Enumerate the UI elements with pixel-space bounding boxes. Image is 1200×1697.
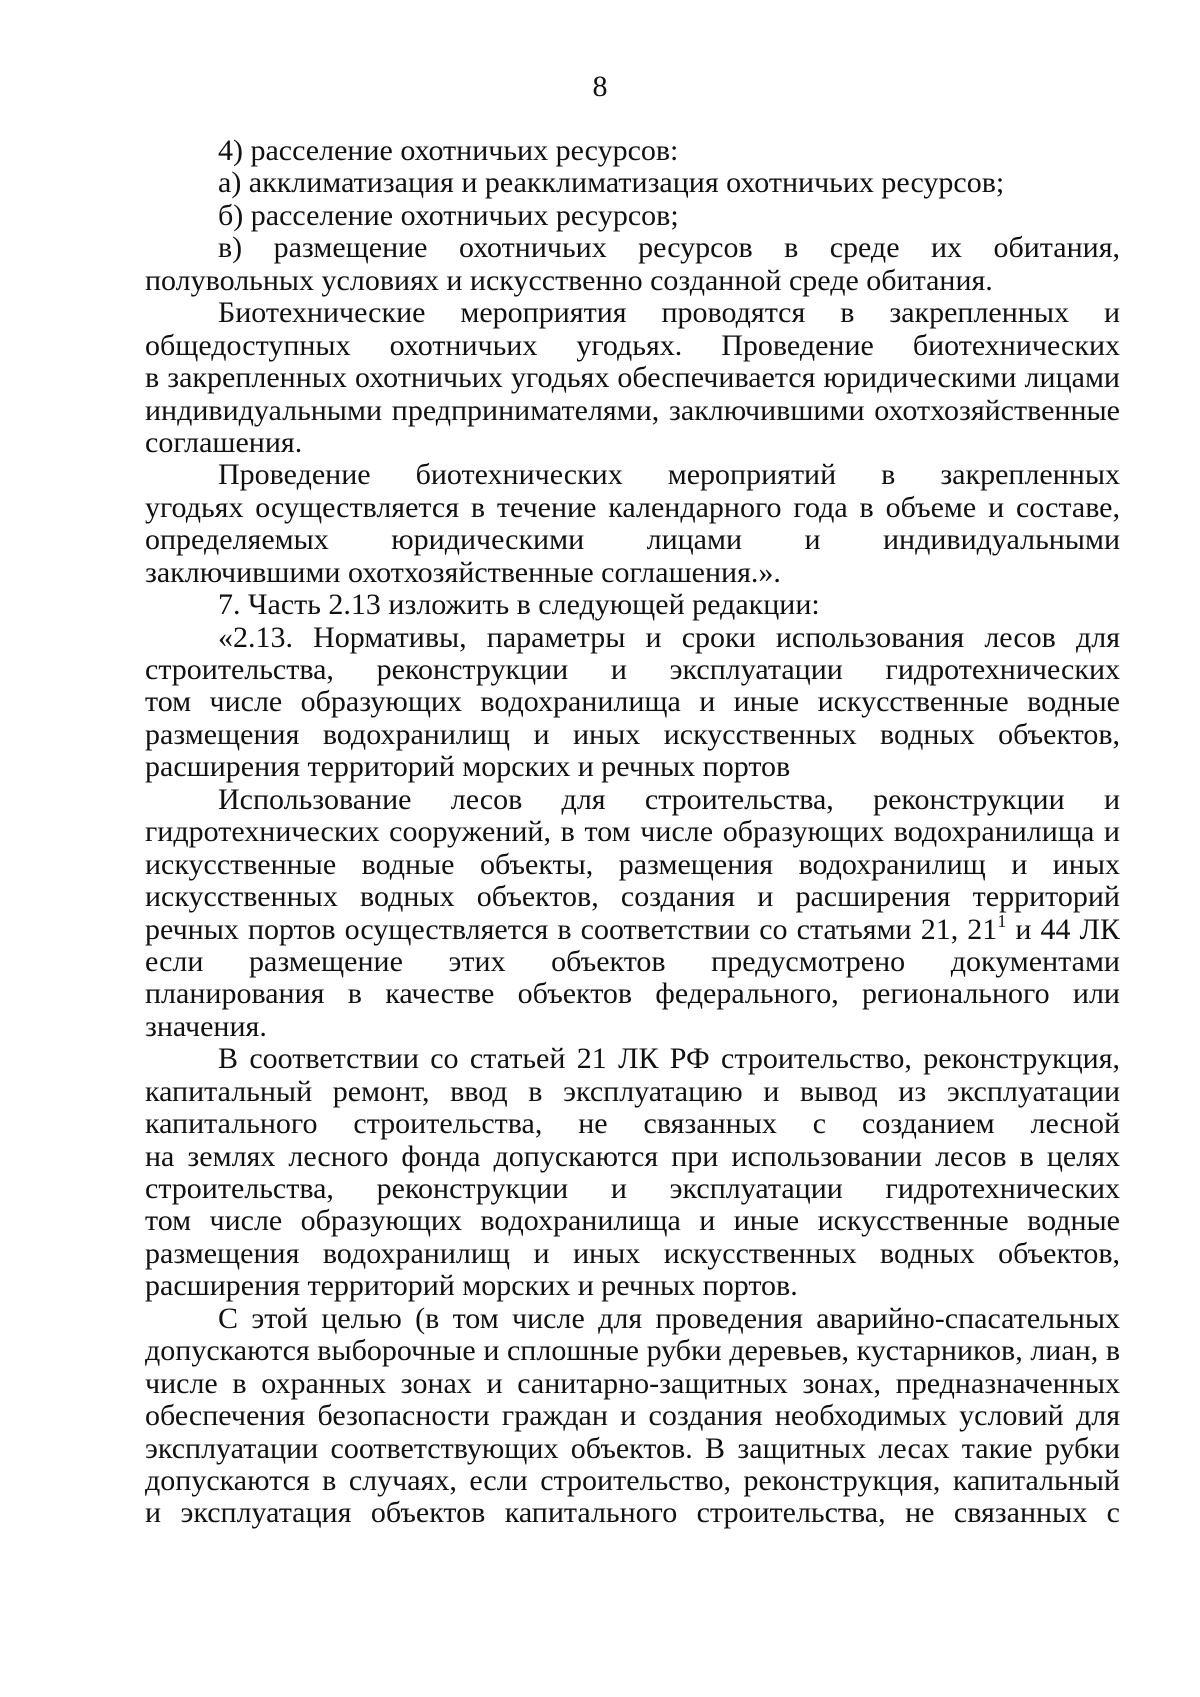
text-line: общедоступных охотничьих угодьях. Проведение биотехнических xyxy=(145,329,1120,362)
text-line: а) акклиматизация и реакклиматизация охотничьих ресурсов; xyxy=(218,166,1005,200)
superscript: 1 xyxy=(997,913,1007,931)
text-line: и эксплуатация объектов капитального строительства, не связанных с xyxy=(145,1497,1120,1530)
text-line: Использование лесов для строительства, реконструкции и xyxy=(218,783,1120,816)
text-line: числе в охранных зонах и санитарно-защитных зонах, предназначенных xyxy=(145,1367,1120,1400)
text-line: расширения территорий морских и речных портов xyxy=(145,750,791,784)
text-line: планирования в качестве объектов федерального, регионального или xyxy=(145,978,1120,1011)
text-line: размещения водохранилищ и иных искусственных водных объектов, xyxy=(145,1237,1120,1270)
text-line xyxy=(145,914,1120,946)
text-line: угодьях осуществляется в течение календарного года в объеме и составе, xyxy=(145,491,1120,524)
text-line: 7. Часть 2.13 изложить в следующей редакции: xyxy=(218,588,820,622)
text-line: эксплуатации соответствующих объектов. В защитных лесах такие рубки xyxy=(145,1432,1120,1465)
text-line: допускаются в случаях, если строительство, реконструкция, капитальный xyxy=(145,1464,1120,1497)
text-line: «2.13. Нормативы, параметры и сроки использования лесов для xyxy=(218,621,1120,654)
text-line: гидротехнических сооружений, в том числе образующих водохранилища и xyxy=(145,816,1120,849)
text-line: В соответствии со статьей 21 ЛК РФ строительство, реконструкция, xyxy=(218,1043,1120,1076)
text-line: расширения территорий морских и речных портов. xyxy=(145,1269,798,1303)
text-line: соглашения. xyxy=(145,425,303,459)
text-line: том числе образующих водохранилища и иные искусственные водные xyxy=(145,686,1120,719)
text-line: индивидуальными предпринимателями, заключившими охотхозяйственные xyxy=(145,394,1120,427)
text-line: в закрепленных охотничьих угодьях обеспечивается юридическими лицами xyxy=(145,362,1120,395)
text-line: том числе образующих водохранилища и иные искусственные водные xyxy=(145,1205,1120,1238)
text-line: полувольных условиях и искусственно созданной среде обитания. xyxy=(145,263,993,297)
text-line: заключившими охотхозяйственные соглашения.». xyxy=(145,555,781,589)
text-line: Проведение биотехнических мероприятий в закрепленных xyxy=(218,459,1120,492)
text-line: размещения водохранилищ и иных искусственных водных объектов, xyxy=(145,718,1120,751)
text-line: значения. xyxy=(145,1009,267,1043)
text-line: искусственные водные объекты, размещения водохранилищ и иных xyxy=(145,848,1120,881)
text-line: если размещение этих объектов предусмотрено документами xyxy=(145,945,1120,978)
text-line: 4) расселение охотничьих ресурсов: xyxy=(218,134,679,167)
text-line-part: и 44 ЛК xyxy=(1015,913,1120,946)
text-line-part: речных портов осуществляется в соответствии со статьями 21, 21 xyxy=(145,913,998,946)
page-number: 8 xyxy=(592,70,608,103)
text-line: капитальный ремонт, ввод в эксплуатацию и вывод из эксплуатации xyxy=(145,1075,1120,1108)
text-line: Биотехнические мероприятия проводятся в закрепленных и xyxy=(218,297,1120,330)
text-line: искусственных водных объектов, создания и расширения территорий xyxy=(145,881,1120,914)
text-line: капитального строительства, не связанных с созданием лесной xyxy=(145,1108,1120,1141)
text-line: строительства, реконструкции и эксплуатации гидротехнических xyxy=(145,1173,1120,1205)
text-line: С этой целью (в том числе для проведения аварийно-спасательных xyxy=(218,1302,1120,1335)
text-line: обеспечения безопасности граждан и создания необходимых условий для xyxy=(145,1400,1120,1433)
body-text xyxy=(145,135,1120,1530)
text-line: строительства, реконструкции и эксплуатации гидротехнических xyxy=(145,654,1120,686)
text-line: в) размещение охотничьих ресурсов в среде их обитания, xyxy=(218,232,1120,265)
text-line: б) расселение охотничьих ресурсов; xyxy=(218,198,679,232)
text-line: определяемых юридическими лицами и индивидуальными xyxy=(145,524,1120,557)
text-line: допускаются выборочные и сплошные рубки деревьев, кустарников, лиан, в xyxy=(145,1335,1120,1368)
text-line: на землях лесного фонда допускаются при использовании лесов в целях xyxy=(145,1140,1120,1173)
